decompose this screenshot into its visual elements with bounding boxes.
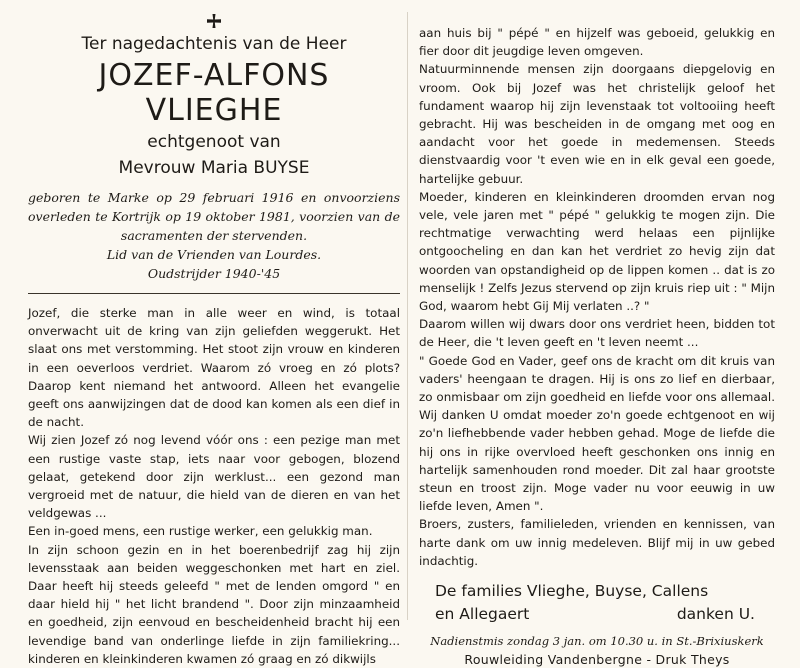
birth-death-dates: geboren te Marke op 29 februari 1916 en onvoorziens overleden te Kortrijk op 19 oktober 1981, voorzien van de sacramenten der stervenden. (28, 190, 400, 243)
paragraph: Daarom willen wij dwars door ons verdriet heen, bidden tot de Heer, die 't leven geeft en 't leven neemt ... (419, 317, 775, 350)
paragraph: Broers, zusters, familieleden, vrienden en kennissen, van harte dank om uw innig medeleven. Blijf mij in uw gebed indachtig. (419, 517, 775, 568)
paragraph: Moeder, kinderen en kleinkinderen droomden ervan nog vele, vele jaren met " pépé " gelukkig te mogen zijn. Die rechtmatige verwachting werd helaas een pijnlijke ontgoocheling en dan kan het verdriet zo hevig zijn dat woorden van opstandigheid op de lippen komen .. dat is zo menselijk ! Zelfs Jezus stervend op zijn kruis riep uit : " Mijn God, waarom hebt Gij Mij verlaten ..? " (419, 189, 775, 314)
column-fold (407, 12, 408, 620)
mass-announcement: Nadienstmis zondag 3 jan. om 10.30 u. in St.-Brixiuskerk (430, 634, 764, 649)
paragraph: aan huis bij " pépé " en hijzelf was geboeid, gelukkig en fier door dit jeugdige leven omgeven. (419, 26, 775, 59)
deceased-name: JOZEF-ALFONS VLIEGHE (98, 58, 330, 128)
membership-line: Lid van de Vrienden van Lourdes. (106, 247, 322, 262)
right-column (419, 24, 775, 667)
paragraph: Natuurminnende mensen zijn doorgaans diepgelovig en vroom. Ook bij Jozef was het christelijk geloof het fundament waarop hij zijn levenstaak tot voltooiing heeft gebracht. Hij was bescheiden in de omgang met oog en aandacht voor het goede in medemensen. Steeds dienstvaardig voor 't even wie en in elk geval een goede, hartelijke gebuur. (419, 62, 775, 186)
thanks-text: danken U. (676, 605, 755, 624)
veteran-line: Oudstrijder 1940-'45 (147, 266, 281, 281)
right-body-text (419, 24, 775, 570)
families-name-end: en Allegaert (435, 605, 530, 624)
families-line: De families Vlieghe, Buyse, Callens (435, 582, 709, 601)
printer-credit: Rouwleiding Vandenbergne - Druk Theys (464, 652, 730, 668)
intro-text: Ter nagedachtenis van de Heer (81, 34, 347, 54)
left-column (28, 14, 400, 668)
paragraph: " Goede God en Vader, geef ons de kracht om dit kruis van vaders' heengaan te dragen. Hij is ons zo lief en dierbaar, zo onmisbaar om zijn goedheid en liefde voor ons allemaal. Wij danken U omdat moeder zo'n goede echtgenoot en wij zo'n liefhebbende vader hebben gehad. Moge de liefde die hij ons in rijke overvloed heeft geschonken ons innig en hartelijk samenhouden rond moeder. Dit zal haar grootste steun en troost zijn. Moge vader nu voor eeuwig in uw liefde leven, Amen ". (419, 353, 775, 514)
cross-icon (207, 14, 221, 28)
paragraph: Wij zien Jozef zó nog levend vóór ons : een pezige man met een rustige vaste stap, iets naar voor gebogen, blozend gelaat, getekend door zijn werklust... een gezond man vergroeid met de natuur, die hield van de dieren en van het veldgewas ... (28, 433, 400, 521)
families-thanks (419, 580, 775, 626)
paragraph: Een in-goed mens, een rustige werker, een gelukkig man. (28, 524, 373, 539)
spouse-name: Mevrouw Maria BUYSE (118, 158, 310, 178)
left-body-text (28, 304, 400, 668)
paragraph: Jozef, die sterke man in alle weer en wind, is totaal onverwacht uit de kring van zijn geliefden weggerukt. Het slaat ons met verstomming. Het stoot zijn vrouw en kinderen in een oeverloos verdriet. Waarom zó vroeg en zó plots? Daarop kent niemand het antwoord. Alleen het evangelie geeft ons aanwijzingen dat de dood kan komen als een dief in de nacht. (28, 306, 400, 430)
spouse-label: echtgenoot van (147, 132, 281, 152)
divider-rule (28, 293, 400, 294)
paragraph: In zijn schoon gezin en in het boerenbedrijf zag hij zijn levensstaak aan beiden weggeschonken met hart en ziel. Daar heeft hij steeds geleefd " met de lenden omgord " en daar hield hij " het licht brandend ". Door zijn minzaamheid en goedheid, zijn eenvoud en bescheidenheid bracht hij een levendige band van onderlinge liefde in zijn familiekring... kinderen en kleinkinderen kwamen zó graag en zó dikwijls (28, 542, 400, 666)
families-line-2 (435, 603, 755, 626)
